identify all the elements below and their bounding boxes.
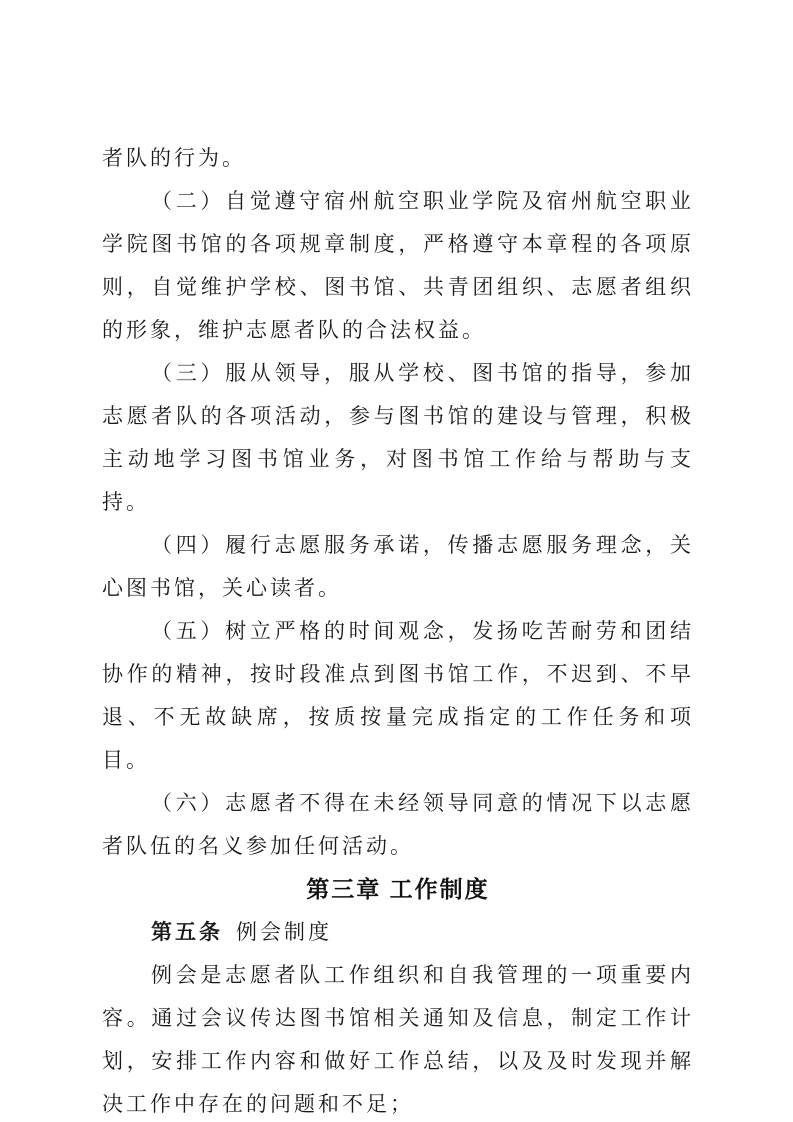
paragraph-continuation: 者队的行为。 bbox=[102, 146, 246, 170]
paragraph-clause-4: （四）履行志愿服务承诺，传播志愿服务理念，关心图书馆，关心读者。 bbox=[102, 533, 694, 600]
article-title: 例会制度 bbox=[236, 920, 332, 944]
paragraph-clause-6: （六）志愿者不得在未经领导同意的情况下以志愿者队伍的名义参加任何活动。 bbox=[102, 791, 694, 858]
article-heading bbox=[102, 911, 694, 954]
chapter-heading: 第三章 工作制度 bbox=[306, 876, 490, 902]
paragraph-clause-2: （二）自觉遵守宿州航空职业学院及宿州航空职业学院图书馆的各项规章制度，严格遵守本章程的各项原则，自觉维护学校、图书馆、共青团组织、志愿者组织的形象，维护志愿者队的合法权益。 bbox=[102, 189, 694, 342]
paragraph-clause-3: （三）服从领导，服从学校、图书馆的指导，参加志愿者队的各项活动，参与图书馆的建设与管理，积极主动地学习图书馆业务，对图书馆工作给与帮助与支持。 bbox=[102, 361, 694, 514]
paragraph-article-body: 例会是志愿者队工作组织和自我管理的一项重要内容。通过会议传达图书馆相关通知及信息，制定工作计划，安排工作内容和做好工作总结，以及及时发现并解决工作中存在的问题和不足； bbox=[102, 963, 694, 1116]
article-number-label: 第五条 bbox=[151, 920, 223, 944]
paragraph-clause-5: （五）树立严格的时间观念，发扬吃苦耐劳和团结协作的精神，按时段准点到图书馆工作，不迟到、不早退、不无故缺席，按质按量完成指定的工作任务和项目。 bbox=[102, 619, 694, 772]
